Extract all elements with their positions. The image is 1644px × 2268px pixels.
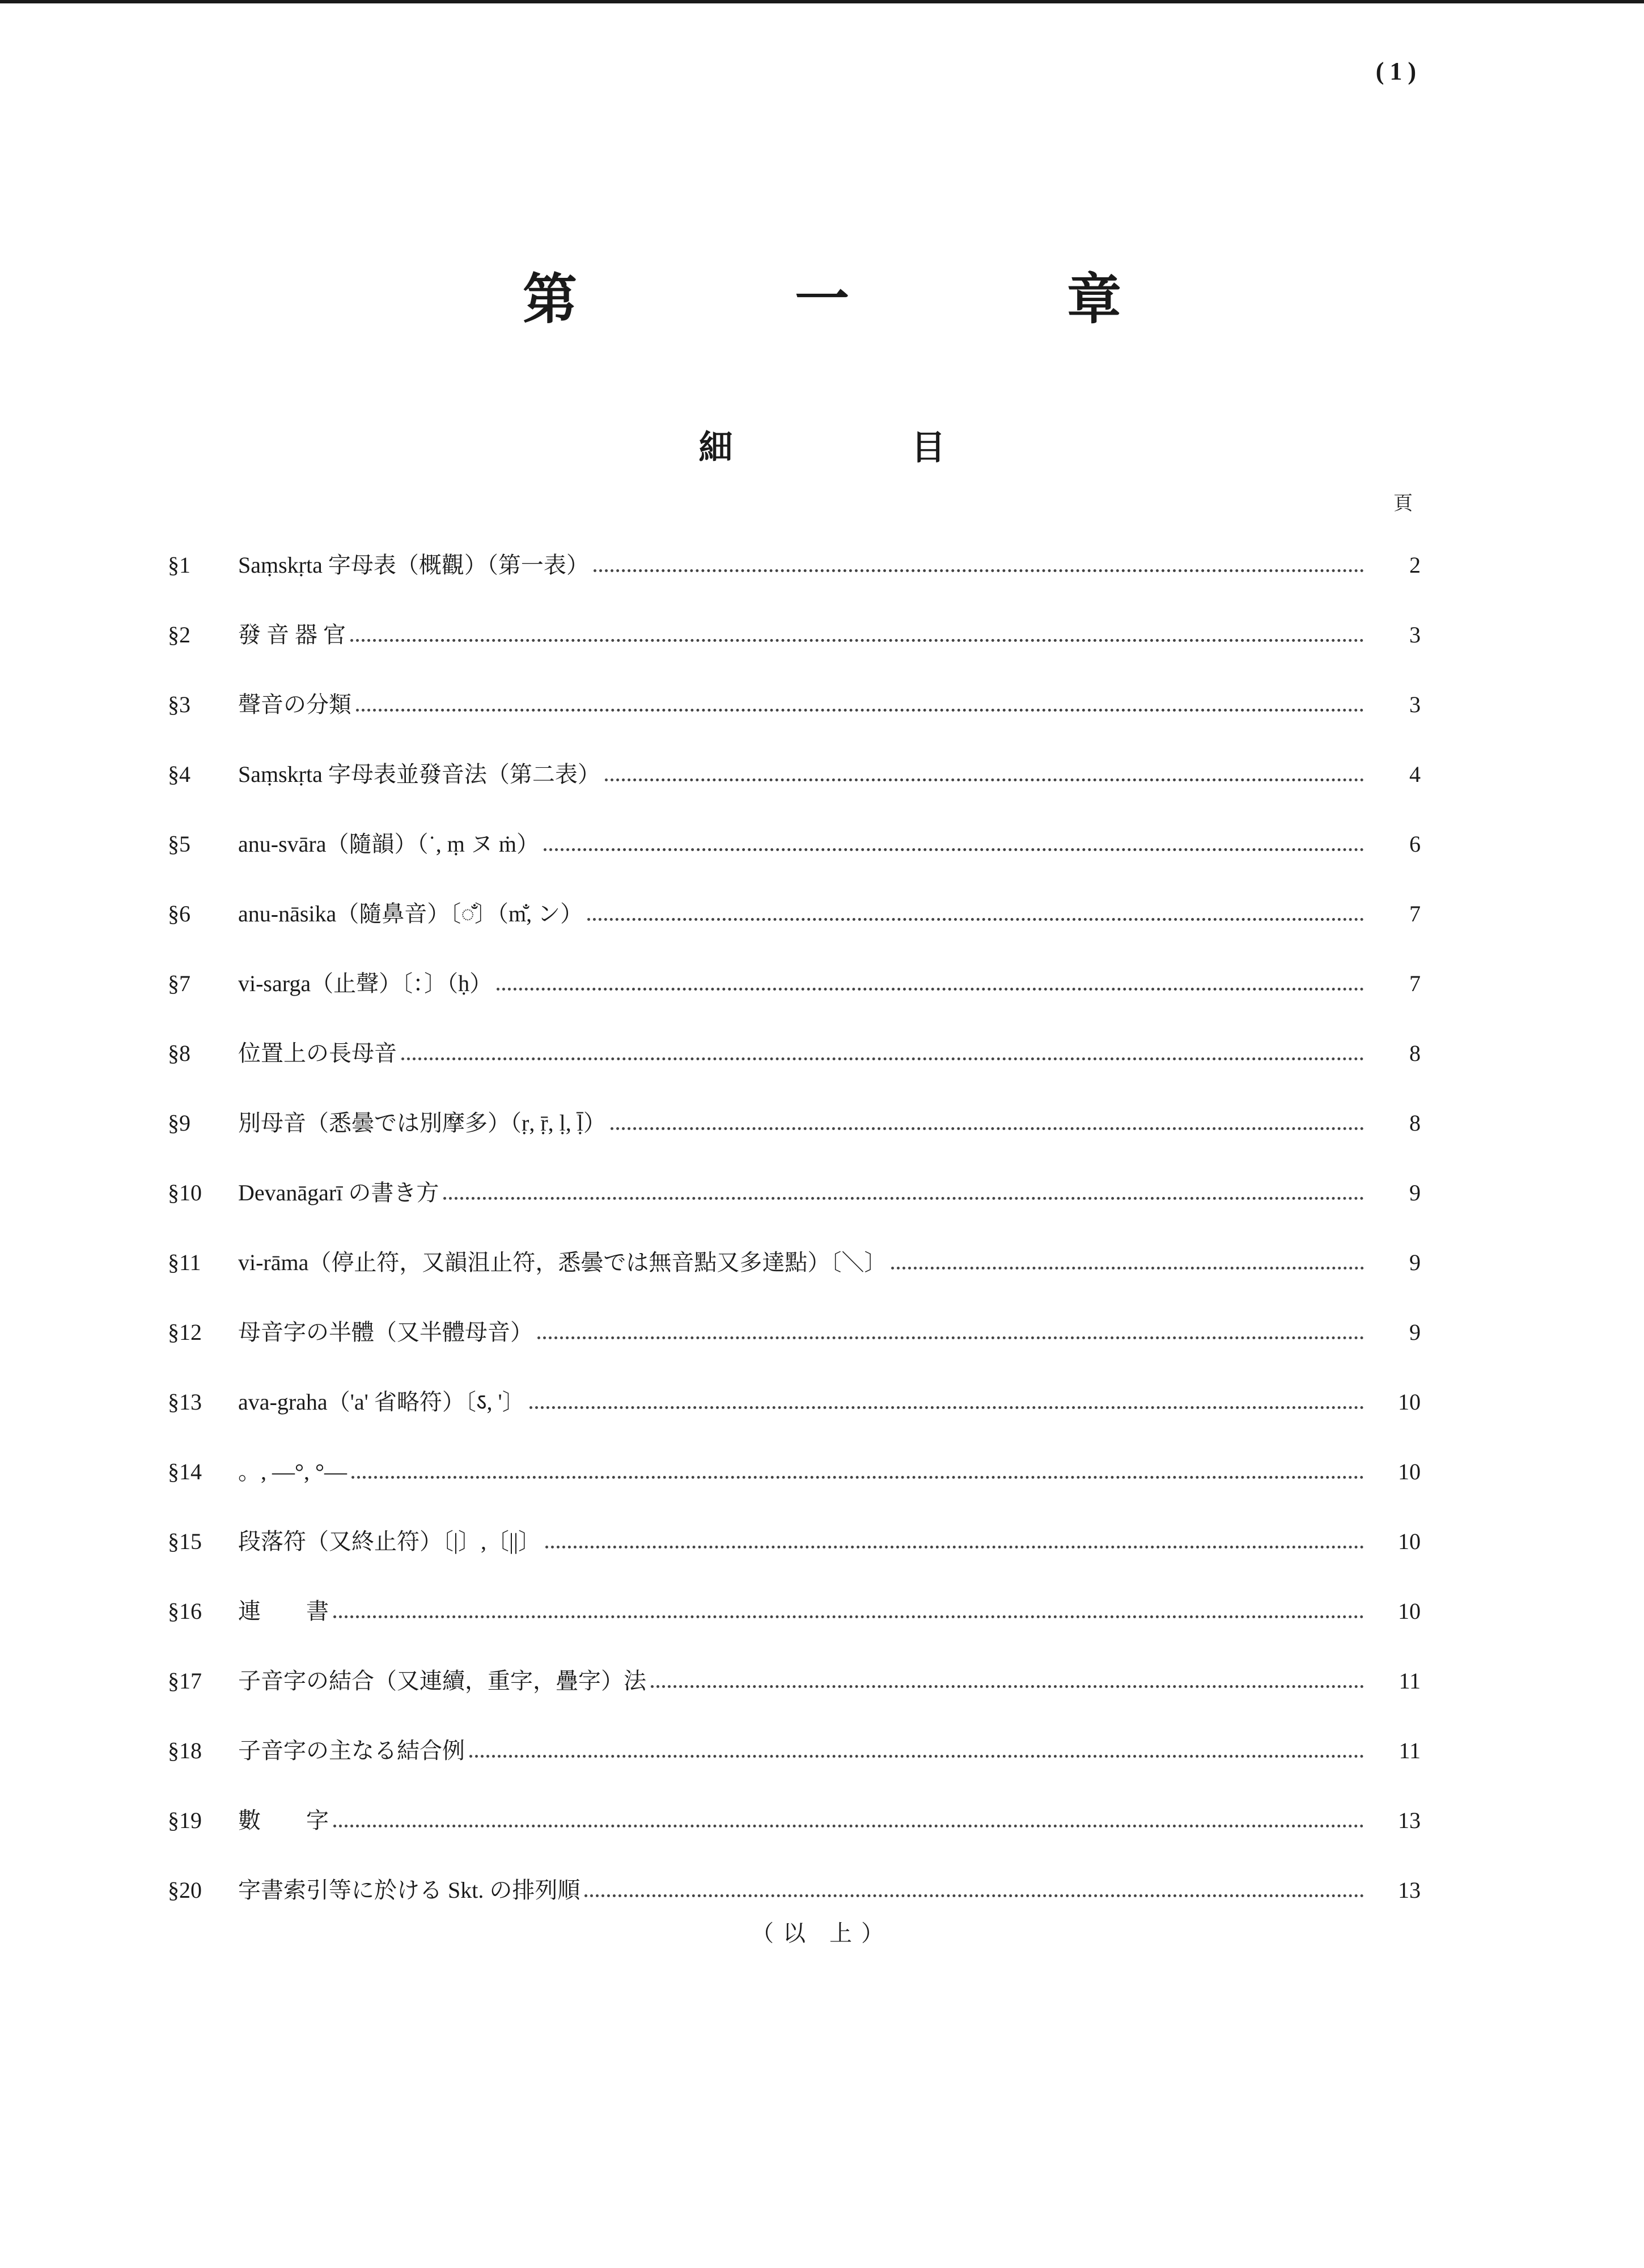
page-reference: 9 xyxy=(1409,1319,1421,1345)
table-of-contents xyxy=(168,509,1421,1904)
end-mark: （以 上） xyxy=(751,1920,893,1946)
section-title: 發 音 器 官 xyxy=(238,622,346,648)
section-number: §7 xyxy=(168,971,190,996)
section-number: §12 xyxy=(168,1319,202,1345)
page-reference: 8 xyxy=(1409,1040,1421,1066)
section-number: §1 xyxy=(168,552,190,578)
section-title: 。, —°, °— xyxy=(238,1459,347,1484)
dot-leader xyxy=(611,1127,1364,1130)
section-number: §14 xyxy=(168,1459,202,1484)
toc-row xyxy=(168,1486,1421,1555)
section-number: §16 xyxy=(168,1598,202,1624)
section-title: vi-sarga（止聲）〔：〕（ḥ） xyxy=(238,971,493,996)
section-title: anu-nāsika（隨鼻音）〔◌̐〕（m̐, ン） xyxy=(238,901,583,926)
dot-leader xyxy=(537,1336,1364,1339)
dot-leader xyxy=(594,569,1364,572)
toc-row xyxy=(168,1137,1421,1207)
section-number: §20 xyxy=(168,1877,202,1903)
dot-leader xyxy=(351,1476,1364,1479)
page-reference: 10 xyxy=(1398,1459,1421,1484)
page-reference: 9 xyxy=(1409,1250,1421,1275)
section-number: §3 xyxy=(168,692,190,717)
section-title: 子音字の主なる結合例 xyxy=(238,1738,465,1763)
toc-row xyxy=(168,928,1421,997)
page-number: (1) xyxy=(1375,57,1422,85)
page-reference: 13 xyxy=(1398,1808,1421,1833)
section-number: §15 xyxy=(168,1529,202,1554)
section-title: 子音字の結合（又連續，重字，疊字）法 xyxy=(238,1668,646,1694)
toc-row xyxy=(168,1765,1421,1834)
page-column-label: 頁 xyxy=(1393,493,1413,514)
page-reference: 11 xyxy=(1399,1738,1421,1763)
toc-row xyxy=(168,1625,1421,1695)
dot-leader xyxy=(544,848,1364,851)
toc-row xyxy=(168,1067,1421,1137)
section-title: 母音字の半體（又半體母音） xyxy=(238,1319,533,1345)
section-number: §8 xyxy=(168,1040,190,1066)
section-heading: 細 目 xyxy=(698,429,1031,467)
page-reference: 4 xyxy=(1409,761,1421,787)
dot-leader xyxy=(333,1615,1364,1618)
section-number: §17 xyxy=(168,1668,202,1694)
toc-row xyxy=(168,858,1421,928)
section-number: §4 xyxy=(168,761,190,787)
toc-row xyxy=(168,718,1421,788)
toc-row xyxy=(168,1276,1421,1346)
dot-leader xyxy=(350,639,1364,642)
dot-leader xyxy=(356,709,1364,712)
dot-leader xyxy=(443,1197,1364,1200)
page-reference: 9 xyxy=(1409,1180,1421,1205)
dot-leader xyxy=(401,1057,1364,1060)
section-title: anu-svāra（隨韻）（˙, ṃ ヌ ṁ） xyxy=(238,831,540,857)
dot-leader xyxy=(529,1406,1364,1409)
section-title: 數 字 xyxy=(238,1808,329,1833)
toc-row xyxy=(168,579,1421,649)
page-reference: 7 xyxy=(1409,901,1421,926)
section-number: §10 xyxy=(168,1180,202,1205)
page-reference: 7 xyxy=(1409,971,1421,996)
section-title: Devanāgarī の書き方 xyxy=(238,1180,439,1205)
toc-row xyxy=(168,1346,1421,1416)
dot-leader xyxy=(469,1755,1364,1758)
section-title: 別母音（悉曇では別摩多）（ṛ, ṝ, ḷ, ḹ） xyxy=(238,1110,606,1136)
section-title: Saṃskṛta 字母表（概觀）（第一表） xyxy=(238,552,589,578)
dot-leader xyxy=(333,1825,1364,1827)
page-reference: 8 xyxy=(1409,1110,1421,1136)
toc-row xyxy=(168,1416,1421,1486)
section-title: 位置上の長母音 xyxy=(238,1040,397,1066)
toc-row xyxy=(168,1834,1421,1904)
section-title: 連 書 xyxy=(238,1598,329,1624)
page-reference: 6 xyxy=(1409,831,1421,857)
section-title: 字書索引等に於ける Skt. の排列順 xyxy=(238,1877,581,1903)
page-reference: 13 xyxy=(1398,1877,1421,1903)
dot-leader xyxy=(545,1546,1364,1548)
section-title: ava-graha（'a' 省略符）〔ऽ, '〕 xyxy=(238,1389,525,1415)
section-number: §5 xyxy=(168,831,190,857)
section-title: 聲音の分類 xyxy=(238,692,351,717)
chapter-title: 第 一 章 xyxy=(523,269,1223,330)
toc-row xyxy=(168,1207,1421,1276)
dot-leader xyxy=(605,778,1364,781)
section-number: §18 xyxy=(168,1738,202,1763)
toc-row xyxy=(168,997,1421,1067)
toc-row xyxy=(168,649,1421,718)
section-number: §19 xyxy=(168,1808,202,1833)
toc-row xyxy=(168,1555,1421,1625)
page-reference: 2 xyxy=(1409,552,1421,578)
top-border-rule xyxy=(0,0,1644,3)
dot-leader xyxy=(584,1894,1364,1897)
page-reference: 3 xyxy=(1409,692,1421,717)
page-reference: 10 xyxy=(1398,1529,1421,1554)
toc-row xyxy=(168,1695,1421,1765)
page-reference: 3 xyxy=(1409,622,1421,648)
section-number: §11 xyxy=(168,1250,201,1275)
section-number: §6 xyxy=(168,901,190,926)
section-number: §2 xyxy=(168,622,190,648)
dot-leader xyxy=(587,918,1364,921)
page-reference: 10 xyxy=(1398,1598,1421,1624)
section-title: Saṃskṛta 字母表並發音法（第二表） xyxy=(238,761,600,787)
section-number: §13 xyxy=(168,1389,202,1415)
dot-leader xyxy=(497,988,1364,991)
dot-leader xyxy=(891,1267,1364,1270)
section-title: vi-rāma（停止符，又韻沮止符，悉曇では無音點又多達點）〔＼〕 xyxy=(238,1250,887,1275)
page-reference: 10 xyxy=(1398,1389,1421,1415)
page-reference: 11 xyxy=(1399,1668,1421,1694)
toc-row xyxy=(168,509,1421,579)
toc-row xyxy=(168,788,1421,858)
dot-leader xyxy=(651,1685,1364,1688)
section-number: §9 xyxy=(168,1110,190,1136)
section-title: 段落符（又終止符）〔|〕,〔||〕 xyxy=(238,1529,541,1554)
